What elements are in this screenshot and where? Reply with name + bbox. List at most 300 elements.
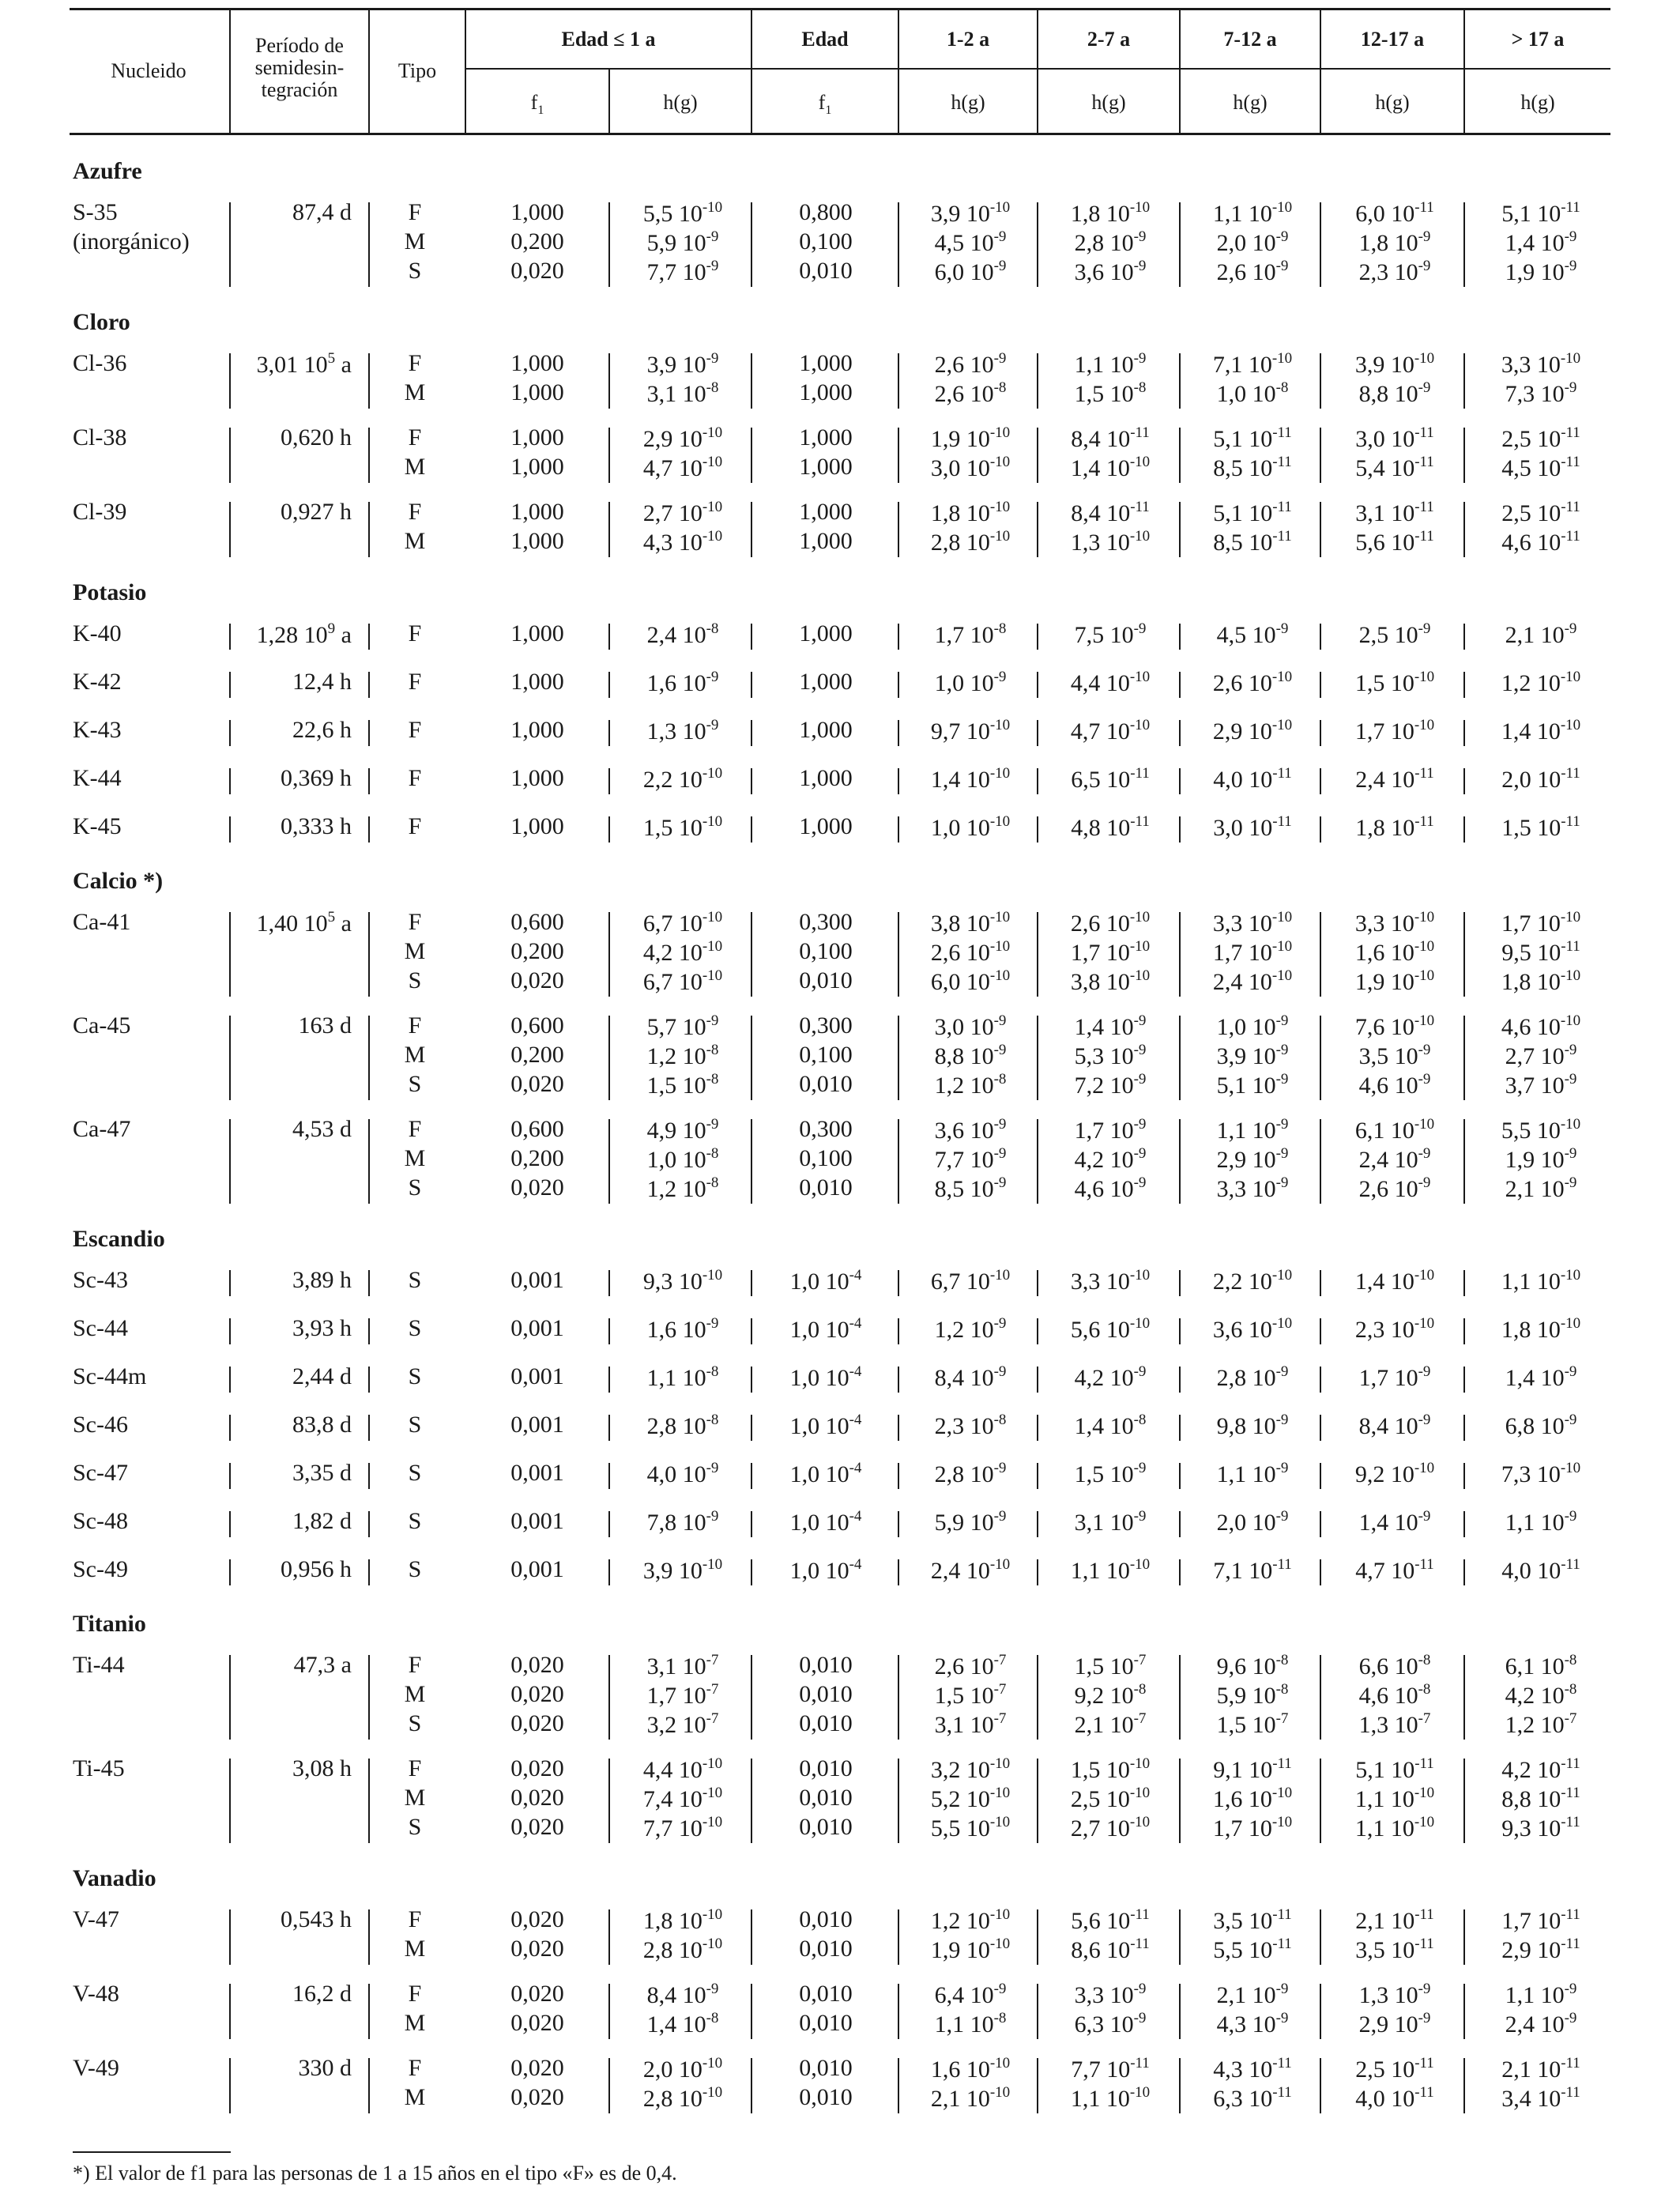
column-rule (1463, 1016, 1465, 1100)
f1-older: 0,300 (799, 909, 853, 935)
column-rule (1179, 1367, 1181, 1393)
dose-coef-7-12: 2,8 $10^{-9}$ (1216, 1363, 1289, 1391)
dose-coef-adult: 1,2 $10^{-10}$ (1501, 669, 1581, 696)
dose-coef-adult: 1,4 $10^{-9}$ (1505, 1363, 1577, 1391)
f1-older: 0,010 (799, 1981, 853, 2007)
dose-coef-1-2: 3,8 $10^{-10}$ (930, 909, 1011, 937)
dose-coef-1-2: 1,6 $10^{-10}$ (930, 2055, 1011, 2083)
absorption-type: F (408, 2055, 422, 2081)
dose-coef-12-17: 3,1 $10^{-11}$ (1355, 499, 1434, 526)
dose-coef-adult: 2,5 $10^{-11}$ (1501, 424, 1580, 452)
f1-infant: 1,000 (510, 499, 564, 525)
half-life: 3,93 h (292, 1315, 352, 1341)
half-life: 3,08 h (292, 1755, 352, 1781)
header-hg: h(g) (951, 91, 985, 114)
column-rule (229, 353, 231, 409)
dose-coef-adult: 9,3 $10^{-11}$ (1501, 1814, 1580, 1842)
column-rule (368, 202, 370, 287)
column-rule (1320, 502, 1321, 557)
column-rule (1179, 1511, 1181, 1537)
column-rule (1179, 1318, 1181, 1344)
column-rule (1037, 353, 1038, 409)
absorption-type: S (408, 1710, 422, 1736)
dose-coef-adult: 1,5 $10^{-11}$ (1501, 813, 1580, 841)
absorption-type: M (404, 379, 426, 405)
dose-coef-adult: 2,0 $10^{-11}$ (1501, 765, 1580, 793)
f1-infant: 1,000 (510, 717, 564, 743)
nuclide-name: Ca-45 (73, 1012, 131, 1039)
f1-infant: 0,020 (510, 1814, 564, 1840)
column-rule (608, 1463, 610, 1489)
dose-coef-12-17: 1,7 $10^{-10}$ (1354, 717, 1435, 745)
column-rule (751, 502, 752, 557)
absorption-type: M (404, 454, 426, 480)
column-rule (1179, 2058, 1181, 2113)
column-rule (1037, 768, 1038, 794)
dose-coef-adult: 4,2 $10^{-11}$ (1501, 1755, 1580, 1783)
dose-coef-12-17: 7,6 $10^{-10}$ (1354, 1012, 1435, 1040)
absorption-type: S (408, 1412, 422, 1438)
dose-coef-7-12: 3,5 $10^{-11}$ (1213, 1906, 1292, 1934)
column-rule (1463, 1119, 1465, 1204)
f1-older: 1,000 (799, 528, 853, 554)
absorption-type: M (404, 1145, 426, 1171)
dose-coef-7-12: 1,5 $10^{-7}$ (1216, 1710, 1289, 1738)
f1-infant: 0,020 (510, 1755, 564, 1781)
column-rule (229, 1559, 231, 1585)
dose-coef-7-12: 5,1 $10^{-9}$ (1216, 1071, 1289, 1099)
dose-coef-2-7: 4,8 $10^{-11}$ (1071, 813, 1150, 841)
f1-infant: 0,001 (510, 1267, 564, 1293)
dose-coef-1-2: 8,5 $10^{-9}$ (934, 1174, 1007, 1202)
dose-coef-adult: 2,4 $10^{-9}$ (1505, 2010, 1577, 2038)
column-rule (1179, 502, 1181, 557)
column-rule (1320, 1984, 1321, 2039)
column-rule (1320, 2058, 1321, 2113)
column-rule (1463, 1318, 1465, 1344)
f1-infant: 0,020 (510, 1071, 564, 1097)
column-rule (1320, 1759, 1321, 1843)
dose-coef-adult: 1,4 $10^{-9}$ (1505, 228, 1577, 256)
dose-coef-infant: 6,7 $10^{-10}$ (642, 909, 723, 937)
column-rule (229, 1119, 231, 1204)
absorption-type: F (408, 499, 422, 525)
column-rule (1463, 768, 1465, 794)
dose-coef-2-7: 8,6 $10^{-11}$ (1071, 1936, 1150, 1963)
half-life: 83,8 d (292, 1412, 352, 1438)
dose-coef-infant: 2,0 $10^{-10}$ (642, 2055, 723, 2083)
f1-infant: 0,200 (510, 228, 564, 254)
dose-coef-adult: 6,8 $10^{-9}$ (1505, 1412, 1577, 1439)
dose-coef-7-12: 2,4 $10^{-10}$ (1212, 967, 1293, 995)
dose-coef-2-7: 1,5 $10^{-7}$ (1074, 1652, 1147, 1679)
column-rule (1320, 1909, 1321, 1965)
f1-older: 1,000 (799, 424, 853, 450)
absorption-type: F (408, 199, 422, 225)
dose-coef-2-7: 4,2 $10^{-9}$ (1074, 1363, 1147, 1391)
column-rule (368, 428, 370, 483)
f1-older: 0,010 (799, 1071, 853, 1097)
nuclide-name: K-43 (73, 717, 122, 743)
column-rule (898, 720, 899, 746)
dose-coef-12-17: 4,0 $10^{-11}$ (1355, 2084, 1434, 2112)
dose-coef-adult: 2,1 $10^{-11}$ (1501, 2055, 1580, 2083)
dose-coef-infant: 9,3 $10^{-10}$ (642, 1267, 723, 1295)
column-rule (368, 1511, 370, 1537)
dose-coef-1-2: 3,2 $10^{-10}$ (930, 1755, 1011, 1783)
dose-coef-12-17: 1,3 $10^{-7}$ (1358, 1710, 1431, 1738)
dose-coef-7-12: 3,9 $10^{-9}$ (1216, 1042, 1289, 1069)
nuclide-name: Sc-44m (73, 1363, 147, 1389)
dose-coef-infant: 1,7 $10^{-7}$ (646, 1681, 719, 1709)
dose-coef-1-2: 2,1 $10^{-10}$ (930, 2084, 1011, 2112)
column-rule (608, 2058, 610, 2113)
column-rule (608, 672, 610, 698)
dose-coef-2-7: 5,6 $10^{-11}$ (1071, 1906, 1150, 1934)
column-rule (1179, 428, 1181, 483)
column-rule (1037, 1016, 1038, 1100)
dose-coef-7-12: 1,0 $10^{-8}$ (1216, 379, 1289, 407)
half-life: 3,01 $10^5$ a (256, 350, 352, 378)
header-f1: $f_1$ (818, 91, 832, 118)
column-rule (608, 816, 610, 843)
header-divider (898, 8, 899, 134)
column-rule (1037, 2058, 1038, 2113)
half-life: 3,89 h (292, 1267, 352, 1293)
dose-coef-adult: 4,0 $10^{-11}$ (1501, 1556, 1580, 1584)
dose-coef-12-17: 1,6 $10^{-10}$ (1354, 938, 1435, 966)
column-rule (1463, 1270, 1465, 1296)
dose-coef-12-17: 1,7 $10^{-9}$ (1358, 1363, 1431, 1391)
dose-coef-infant: 1,4 $10^{-8}$ (646, 2010, 719, 2038)
absorption-type: S (408, 1315, 422, 1341)
f1-older: 0,100 (799, 1145, 853, 1171)
f1-infant: 1,000 (510, 620, 564, 647)
column-rule (608, 768, 610, 794)
dose-coef-2-7: 1,8 $10^{-10}$ (1070, 199, 1151, 227)
f1-older: 0,300 (799, 1116, 853, 1142)
dose-coef-infant: 8,4 $10^{-9}$ (646, 1981, 719, 2008)
dose-coef-7-12: 2,0 $10^{-9}$ (1216, 1508, 1289, 1536)
column-rule (368, 1655, 370, 1740)
absorption-type: M (404, 1936, 426, 1962)
nuclide-name: S-35 (73, 199, 118, 225)
column-rule (751, 1318, 752, 1344)
dose-coef-12-17: 2,6 $10^{-9}$ (1358, 1174, 1431, 1202)
dose-coef-12-17: 2,5 $10^{-11}$ (1355, 2055, 1434, 2083)
absorption-type: M (404, 228, 426, 254)
column-rule (608, 202, 610, 287)
column-rule (751, 1270, 752, 1296)
half-life: 2,44 d (292, 1363, 352, 1389)
dose-coef-adult: 1,4 $10^{-10}$ (1501, 717, 1581, 745)
dose-coef-infant: 2,9 $10^{-10}$ (642, 424, 723, 452)
column-rule (229, 912, 231, 997)
section-title: Calcio *) (73, 868, 164, 894)
f1-infant: 0,200 (510, 1145, 564, 1171)
dose-coef-2-7: 1,5 $10^{-10}$ (1070, 1755, 1151, 1783)
column-rule (368, 1984, 370, 2039)
column-rule (1463, 2058, 1465, 2113)
column-rule (229, 1759, 231, 1843)
column-rule (1463, 624, 1465, 650)
column-rule (1179, 672, 1181, 698)
column-rule (898, 912, 899, 997)
column-rule (368, 2058, 370, 2113)
dose-coef-adult: 1,1 $10^{-10}$ (1501, 1267, 1581, 1295)
dose-coef-adult: 2,7 $10^{-9}$ (1505, 1042, 1577, 1069)
dose-coef-1-2: 2,4 $10^{-10}$ (930, 1556, 1011, 1584)
column-rule (751, 1119, 752, 1204)
dose-coef-12-17: 4,6 $10^{-9}$ (1358, 1071, 1431, 1099)
dose-coef-12-17: 2,3 $10^{-9}$ (1358, 258, 1431, 285)
f1-infant: 0,020 (510, 967, 564, 993)
column-rule (368, 1909, 370, 1965)
section-title: Vanadio (73, 1865, 156, 1891)
dose-coef-2-7: 1,7 $10^{-10}$ (1070, 938, 1151, 966)
column-rule (1037, 202, 1038, 287)
column-rule (751, 1511, 752, 1537)
nuclide-name: Sc-46 (73, 1412, 128, 1438)
column-rule (898, 1119, 899, 1204)
dose-coef-7-12: 2,1 $10^{-9}$ (1216, 1981, 1289, 2008)
dose-coef-1-2: 2,6 $10^{-7}$ (934, 1652, 1007, 1679)
top-rule (70, 8, 1610, 10)
column-rule (1463, 1367, 1465, 1393)
dose-coef-2-7: 2,6 $10^{-10}$ (1070, 909, 1151, 937)
column-rule (608, 1415, 610, 1441)
nuclide-name: Sc-47 (73, 1460, 128, 1486)
dose-coef-adult: 1,1 $10^{-9}$ (1505, 1508, 1577, 1536)
dose-coef-adult: 1,9 $10^{-9}$ (1505, 258, 1577, 285)
column-rule (608, 1270, 610, 1296)
dose-coef-infant: 2,8 $10^{-10}$ (642, 1936, 723, 1963)
column-rule (1463, 1559, 1465, 1585)
dose-coef-adult: 1,2 $10^{-7}$ (1505, 1710, 1577, 1738)
dose-coef-adult: 4,5 $10^{-11}$ (1501, 454, 1580, 481)
column-rule (1037, 1909, 1038, 1965)
dose-coef-adult: 7,3 $10^{-9}$ (1505, 379, 1577, 407)
column-rule (1463, 1655, 1465, 1740)
absorption-type: S (408, 258, 422, 284)
column-rule (229, 428, 231, 483)
dose-coef-adult: 1,8 $10^{-10}$ (1501, 1315, 1581, 1343)
dose-coef-1-2: 1,5 $10^{-7}$ (934, 1681, 1007, 1709)
dose-coef-1-2: 6,4 $10^{-9}$ (934, 1981, 1007, 2008)
column-rule (1179, 816, 1181, 843)
absorption-type: F (408, 1981, 422, 2007)
absorption-type: S (408, 1508, 422, 1534)
column-rule (368, 1463, 370, 1489)
dose-coef-1-2: 5,9 $10^{-9}$ (934, 1508, 1007, 1536)
nuclide-name: K-45 (73, 813, 122, 839)
column-rule (1179, 1759, 1181, 1843)
column-rule (608, 1984, 610, 2039)
f1-infant: 0,001 (510, 1508, 564, 1534)
column-rule (1179, 1016, 1181, 1100)
dose-coef-adult: 3,7 $10^{-9}$ (1505, 1071, 1577, 1099)
column-rule (229, 1415, 231, 1441)
column-rule (751, 720, 752, 746)
dose-coef-1-2: 2,8 $10^{-10}$ (930, 528, 1011, 556)
dose-coef-infant: 2,8 $10^{-10}$ (642, 2084, 723, 2112)
column-rule (1037, 1655, 1038, 1740)
column-rule (1320, 1463, 1321, 1489)
f1-older: 1,0 $10^{-4}$ (789, 1315, 862, 1343)
absorption-type: F (408, 717, 422, 743)
dose-coef-12-17: 4,7 $10^{-11}$ (1355, 1556, 1434, 1584)
dose-coef-2-7: 8,4 $10^{-11}$ (1071, 424, 1150, 452)
dose-coef-1-2: 4,5 $10^{-9}$ (934, 228, 1007, 256)
header-divider (1320, 8, 1321, 134)
absorption-type: S (408, 1071, 422, 1097)
dose-coef-1-2: 3,0 $10^{-9}$ (934, 1012, 1007, 1040)
dose-coef-infant: 7,8 $10^{-9}$ (646, 1508, 719, 1536)
dose-coef-1-2: 3,1 $10^{-7}$ (934, 1710, 1007, 1738)
f1-infant: 1,000 (510, 669, 564, 695)
dose-coef-infant: 4,9 $10^{-9}$ (646, 1116, 719, 1144)
header-age-12-17: 12-17 a (1360, 28, 1425, 51)
f1-infant: 0,001 (510, 1412, 564, 1438)
dose-coef-7-12: 9,1 $10^{-11}$ (1213, 1755, 1292, 1783)
dose-coef-2-7: 7,7 $10^{-11}$ (1071, 2055, 1150, 2083)
dose-coef-2-7: 6,5 $10^{-11}$ (1071, 765, 1150, 793)
column-rule (1463, 672, 1465, 698)
column-rule (751, 1655, 752, 1740)
column-rule (1037, 1984, 1038, 2039)
header-age-1-2: 1-2 a (946, 28, 990, 51)
f1-older: 1,0 $10^{-4}$ (789, 1412, 862, 1439)
column-rule (368, 1270, 370, 1296)
dose-coef-7-12: 9,6 $10^{-8}$ (1216, 1652, 1289, 1679)
dose-coef-1-2: 8,4 $10^{-9}$ (934, 1363, 1007, 1391)
column-rule (368, 672, 370, 698)
dose-coef-1-2: 1,8 $10^{-10}$ (930, 499, 1011, 526)
column-rule (1179, 1559, 1181, 1585)
header-bottom-rule (70, 133, 1610, 135)
column-rule (898, 202, 899, 287)
column-rule (229, 502, 231, 557)
dose-coef-adult: 6,1 $10^{-8}$ (1505, 1652, 1577, 1679)
absorption-type: S (408, 1174, 422, 1201)
column-rule (898, 1318, 899, 1344)
header-tipo: Tipo (397, 59, 437, 82)
dose-coef-1-2: 2,6 $10^{-10}$ (930, 938, 1011, 966)
column-rule (1037, 1759, 1038, 1843)
dose-coef-7-12: 1,7 $10^{-10}$ (1212, 938, 1293, 966)
column-rule (1320, 1119, 1321, 1204)
column-rule (751, 1759, 752, 1843)
dose-coef-2-7: 4,6 $10^{-9}$ (1074, 1174, 1147, 1202)
dose-coef-7-12: 9,8 $10^{-9}$ (1216, 1412, 1289, 1439)
dose-coef-1-2: 9,7 $10^{-10}$ (930, 717, 1011, 745)
dose-coef-7-12: 2,9 $10^{-10}$ (1212, 717, 1293, 745)
column-rule (1037, 1415, 1038, 1441)
nuclide-name: Cl-38 (73, 424, 127, 450)
column-rule (751, 816, 752, 843)
f1-infant: 0,020 (510, 2084, 564, 2110)
dose-coef-2-7: 1,1 $10^{-10}$ (1070, 1556, 1151, 1584)
f1-infant: 0,200 (510, 1042, 564, 1068)
dose-coef-infant: 2,8 $10^{-8}$ (646, 1412, 719, 1439)
column-rule (368, 912, 370, 997)
half-life: 12,4 h (292, 669, 352, 695)
half-life: 4,53 d (292, 1116, 352, 1142)
header-hg: h(g) (663, 91, 698, 114)
dose-coef-2-7: 1,4 $10^{-10}$ (1070, 454, 1151, 481)
dose-coef-infant: 7,4 $10^{-10}$ (642, 1785, 723, 1812)
header-age-7-12: 7-12 a (1223, 28, 1277, 51)
dose-coef-infant: 2,7 $10^{-10}$ (642, 499, 723, 526)
dose-coef-infant: 1,3 $10^{-9}$ (646, 717, 719, 745)
absorption-type: M (404, 1042, 426, 1068)
dose-coef-7-12: 1,1 $10^{-9}$ (1216, 1116, 1289, 1144)
dose-coef-7-12: 7,1 $10^{-11}$ (1213, 1556, 1292, 1584)
column-rule (1320, 1318, 1321, 1344)
absorption-type: M (404, 2084, 426, 2110)
f1-infant: 1,000 (510, 454, 564, 480)
column-rule (229, 2058, 231, 2113)
column-rule (608, 1655, 610, 1740)
dose-coef-12-17: 5,4 $10^{-11}$ (1355, 454, 1434, 481)
dose-coef-12-17: 3,9 $10^{-10}$ (1354, 350, 1435, 378)
dose-coef-2-7: 1,7 $10^{-9}$ (1074, 1116, 1147, 1144)
dose-coef-1-2: 8,8 $10^{-9}$ (934, 1042, 1007, 1069)
dose-coef-infant: 5,5 $10^{-10}$ (642, 199, 723, 227)
column-rule (898, 672, 899, 698)
half-life: 163 d (298, 1012, 352, 1039)
column-rule (1320, 1270, 1321, 1296)
dose-coef-7-12: 3,0 $10^{-11}$ (1213, 813, 1292, 841)
column-rule (898, 1463, 899, 1489)
dose-coef-infant: 5,7 $10^{-9}$ (646, 1012, 719, 1040)
absorption-type: S (408, 1363, 422, 1389)
dose-coef-adult: 5,5 $10^{-10}$ (1501, 1116, 1581, 1144)
dose-coef-1-2: 3,6 $10^{-9}$ (934, 1116, 1007, 1144)
column-rule (1320, 624, 1321, 650)
column-rule (1179, 202, 1181, 287)
column-rule (368, 1759, 370, 1843)
column-rule (898, 1016, 899, 1100)
dose-coef-12-17: 1,4 $10^{-10}$ (1354, 1267, 1435, 1295)
half-life: 0,543 h (281, 1906, 352, 1932)
dose-coef-7-12: 5,1 $10^{-11}$ (1213, 424, 1292, 452)
f1-infant: 1,000 (510, 379, 564, 405)
dose-coef-1-2: 3,9 $10^{-10}$ (930, 199, 1011, 227)
column-rule (751, 912, 752, 997)
column-rule (751, 1463, 752, 1489)
column-rule (608, 1119, 610, 1204)
f1-infant: 1,000 (510, 813, 564, 839)
dose-coef-2-7: 7,5 $10^{-9}$ (1074, 620, 1147, 648)
f1-older: 1,000 (799, 717, 853, 743)
dose-coef-adult: 4,6 $10^{-11}$ (1501, 528, 1580, 556)
header-divider (1037, 8, 1038, 134)
f1-infant: 0,020 (510, 1174, 564, 1201)
f1-infant: 0,020 (510, 1652, 564, 1678)
column-rule (898, 1367, 899, 1393)
column-rule (1179, 1415, 1181, 1441)
header-hg: h(g) (1375, 91, 1410, 114)
f1-infant: 0,600 (510, 1012, 564, 1039)
dose-coef-infant: 4,7 $10^{-10}$ (642, 454, 723, 481)
dose-coef-1-2: 7,7 $10^{-9}$ (934, 1145, 1007, 1173)
column-rule (229, 1318, 231, 1344)
dose-coef-7-12: 3,6 $10^{-10}$ (1212, 1315, 1293, 1343)
column-rule (1179, 624, 1181, 650)
column-rule (1320, 1559, 1321, 1585)
absorption-type: M (404, 1681, 426, 1707)
